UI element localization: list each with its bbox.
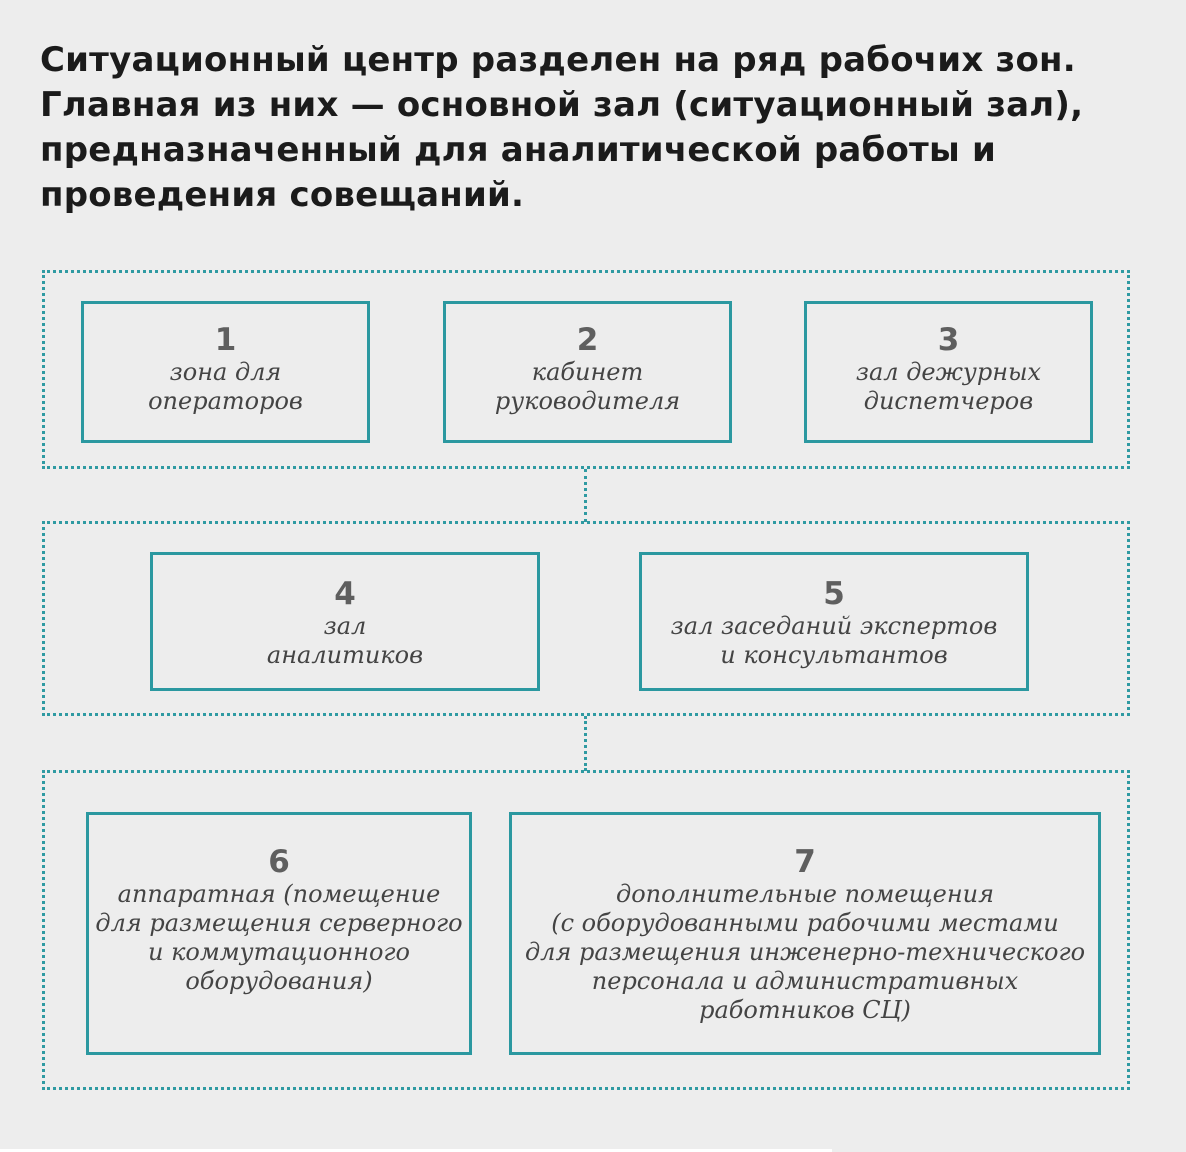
page-title bbox=[40, 38, 1160, 218]
zone-label-line: зал дежурных bbox=[855, 358, 1042, 386]
zone-label bbox=[525, 880, 1085, 1025]
zone-label bbox=[95, 880, 462, 996]
zone-label-line: персонала и административных bbox=[591, 967, 1019, 995]
zone-number: 3 bbox=[937, 322, 960, 358]
zone-label bbox=[148, 358, 303, 416]
zone-box-1 bbox=[81, 301, 370, 443]
zone-box-5 bbox=[639, 552, 1029, 691]
zone-label-line: (с оборудованными рабочими местами bbox=[551, 909, 1059, 937]
zone-label bbox=[267, 612, 423, 670]
zone-label-line: для размещения инженерно-технического bbox=[524, 938, 1086, 966]
zone-label-line: аналитиков bbox=[266, 641, 424, 669]
connector-line bbox=[584, 469, 587, 522]
zone-label-line: диспетчеров bbox=[863, 387, 1034, 415]
zone-label-line: и коммутационного bbox=[148, 938, 410, 966]
zone-label-line: кабинет bbox=[531, 358, 644, 386]
zone-label-line: зона для bbox=[169, 358, 282, 386]
zone-label-line: оборудования) bbox=[185, 967, 373, 995]
zone-box-7 bbox=[509, 812, 1101, 1055]
zone-box-6 bbox=[86, 812, 472, 1055]
zone-box-3 bbox=[804, 301, 1093, 443]
zone-number: 1 bbox=[214, 322, 237, 358]
title-line: Ситуационный центр разделен на ряд рабочих зон. bbox=[40, 40, 1076, 80]
zone-number: 6 bbox=[268, 844, 290, 880]
connector-line bbox=[584, 716, 587, 771]
zone-box-4 bbox=[150, 552, 540, 691]
zone-label-line: работников СЦ) bbox=[699, 996, 911, 1024]
zone-label bbox=[856, 358, 1041, 416]
zone-label-line: дополнительные помещения bbox=[615, 880, 994, 908]
zone-label-line: руководителя bbox=[494, 387, 681, 415]
zone-label-line: зал заседаний экспертов bbox=[670, 612, 998, 640]
title-line: Главная из них — основной зал (ситуационный зал), bbox=[40, 85, 1084, 125]
zone-box-2 bbox=[443, 301, 732, 443]
zone-label-line: и консультантов bbox=[720, 641, 948, 669]
zone-label-line: для размещения серверного bbox=[95, 909, 463, 937]
zone-label-line: зал bbox=[323, 612, 367, 640]
zone-label bbox=[671, 612, 998, 670]
zone-number: 2 bbox=[576, 322, 599, 358]
zone-label-line: аппаратная (помещение bbox=[117, 880, 441, 908]
title-line: проведения совещаний. bbox=[40, 175, 525, 215]
zone-number: 7 bbox=[794, 844, 816, 880]
zone-label bbox=[495, 358, 680, 416]
title-line: предназначенный для аналитической работы и bbox=[40, 130, 996, 170]
zone-number: 5 bbox=[823, 576, 845, 612]
zone-label-line: операторов bbox=[148, 387, 303, 415]
zone-number: 4 bbox=[334, 576, 356, 612]
